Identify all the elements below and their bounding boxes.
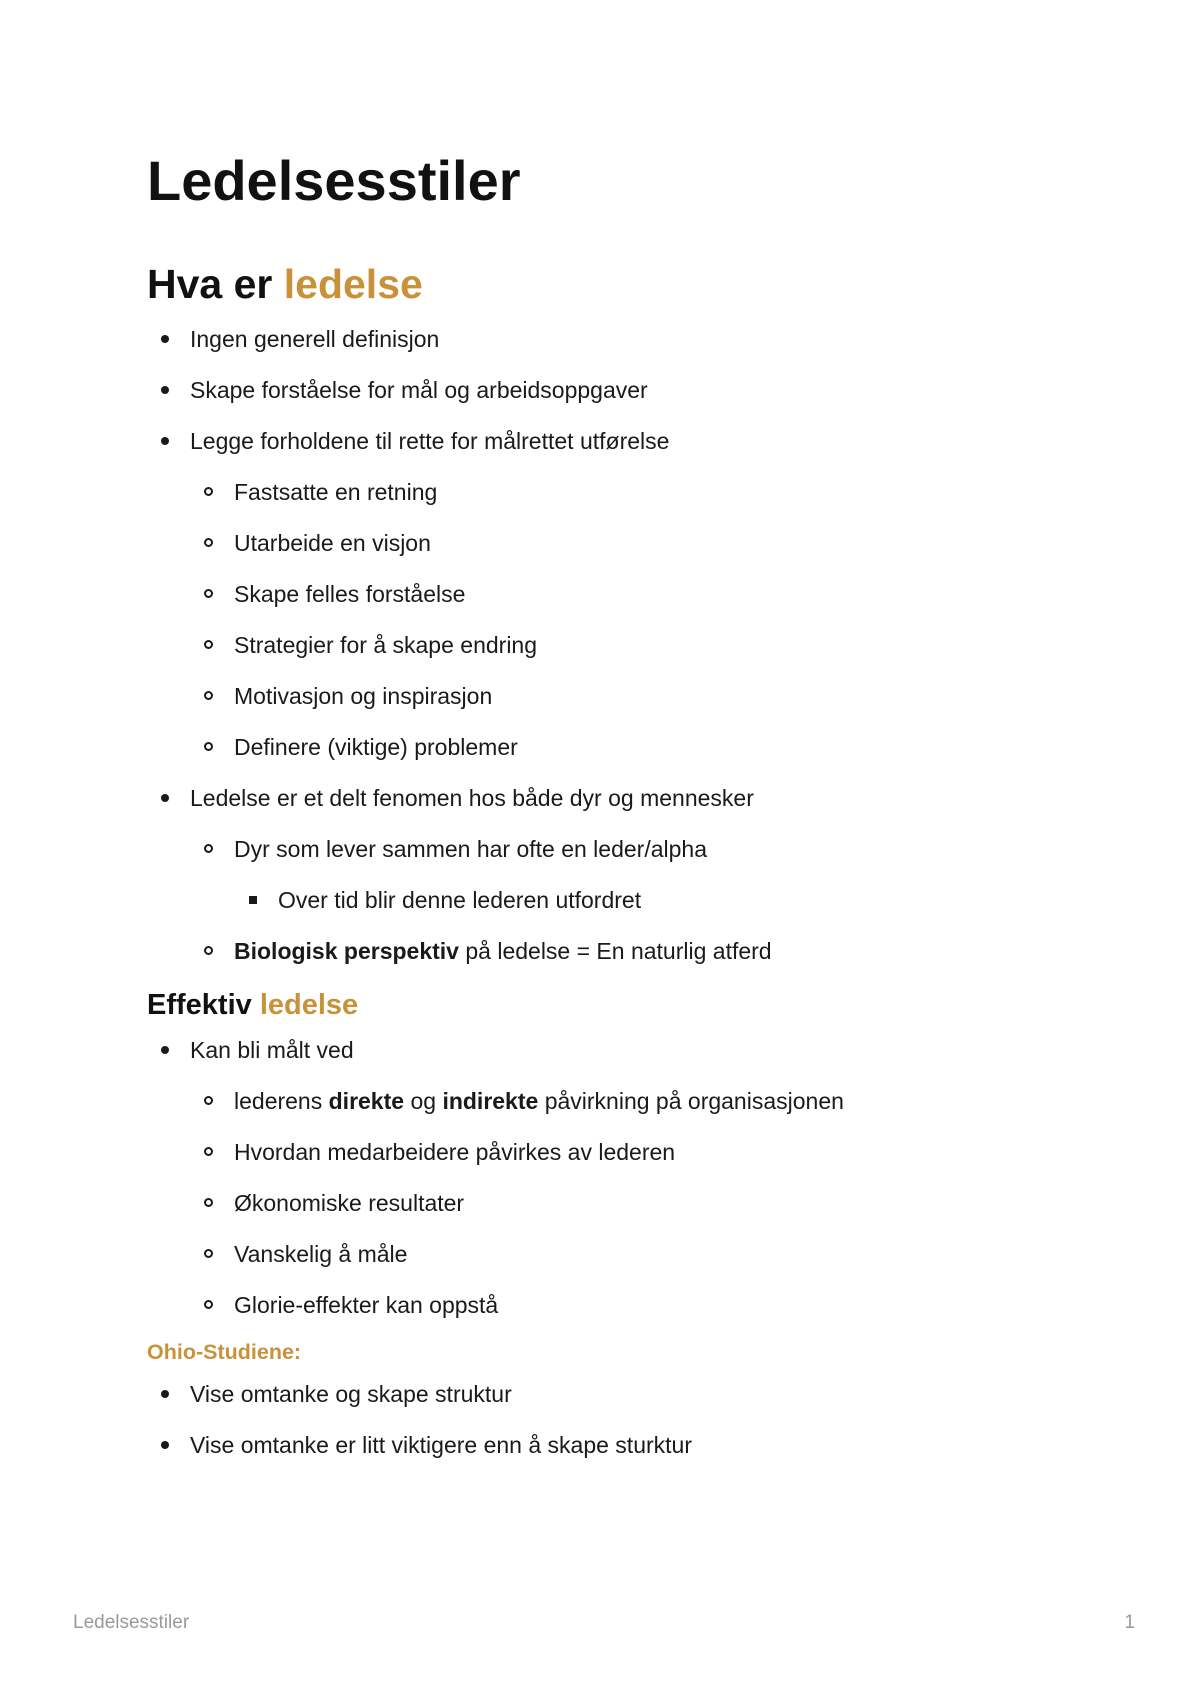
list-item-text: Kan bli målt ved xyxy=(190,1037,354,1063)
list-item xyxy=(147,731,1107,763)
list-item-text: Vanskelig å måle xyxy=(234,1241,408,1267)
bullet-list xyxy=(147,1034,1107,1321)
list-item xyxy=(147,1187,1107,1219)
list-item-text: Motivasjon og inspirasjon xyxy=(234,683,493,709)
list-item xyxy=(147,476,1107,508)
list-item xyxy=(147,374,1107,406)
bullet-dot-icon xyxy=(161,1441,169,1449)
bullet-circle-icon xyxy=(204,1198,213,1207)
list-item-text: Dyr som lever sammen har ofte en leder/alpha xyxy=(234,836,707,862)
bold-term: indirekte xyxy=(442,1088,539,1114)
list-item xyxy=(147,782,1107,967)
list-item-text: Legge forholdene til rette for målrettet utførelse xyxy=(190,428,670,454)
list-item xyxy=(147,935,1107,967)
bullet-circle-icon xyxy=(204,487,213,496)
list-item-text: på ledelse = En naturlig atferd xyxy=(458,938,772,964)
list-item xyxy=(147,527,1107,559)
bullet-circle-icon xyxy=(204,691,213,700)
list-item xyxy=(147,1378,1107,1410)
bold-term: Biologisk perspektiv xyxy=(234,938,459,964)
bold-term: direkte xyxy=(328,1088,405,1114)
list-item-text: Glorie-effekter kan oppstå xyxy=(234,1292,499,1318)
heading-accent-text: ledelse xyxy=(283,261,423,307)
list-item xyxy=(147,833,1107,916)
list-item-text: Vise omtanke er litt viktigere enn å skape sturktur xyxy=(190,1432,692,1458)
bullet-dot-icon xyxy=(161,386,169,394)
list-item xyxy=(147,1289,1107,1321)
bullet-circle-icon xyxy=(204,844,213,853)
list-item-text: Ingen generell definisjon xyxy=(190,326,440,352)
subheading-ohio-studiene: Ohio-Studiene: xyxy=(147,1340,302,1364)
bullet-list xyxy=(147,1378,1107,1461)
bullet-circle-icon xyxy=(204,1300,213,1309)
list-item-text: påvirkning på organisasjonen xyxy=(538,1088,844,1114)
bullet-circle-icon xyxy=(204,1147,213,1156)
heading-accent-text: ledelse xyxy=(259,989,359,1021)
list-item-text: Fastsatte en retning xyxy=(234,479,438,505)
footer-page-number: 1 xyxy=(1124,1612,1135,1633)
bullet-dot-icon xyxy=(161,437,169,445)
bullet-circle-icon xyxy=(204,538,213,547)
list-item-text: Utarbeide en visjon xyxy=(234,530,431,556)
bullet-circle-icon xyxy=(204,640,213,649)
list-item xyxy=(147,1429,1107,1461)
bullet-dot-icon xyxy=(161,794,169,802)
list-item-text: Hvordan medarbeidere påvirkes av lederen xyxy=(234,1139,676,1165)
bullet-list xyxy=(147,323,1107,967)
list-item xyxy=(147,323,1107,355)
list-item-text: lederens xyxy=(234,1088,329,1114)
bullet-circle-icon xyxy=(204,742,213,751)
list-item-text: Strategier for å skape endring xyxy=(234,632,538,658)
footer-document-title: Ledelsesstiler xyxy=(73,1612,190,1633)
list-item xyxy=(147,1034,1107,1321)
nested-bullet-list xyxy=(147,476,1107,763)
list-item xyxy=(147,1136,1107,1168)
bullet-circle-icon xyxy=(204,1249,213,1258)
list-item-text: Skape felles forståelse xyxy=(234,581,466,607)
list-item-text: og xyxy=(404,1088,443,1114)
bullet-square-icon xyxy=(249,896,257,904)
section-heading-effektiv-ledelse xyxy=(147,986,1107,1024)
document-content xyxy=(147,145,1107,1480)
section-heading-hva-er-ledelse xyxy=(147,259,1107,309)
heading-plain-text: Effektiv xyxy=(147,989,260,1021)
nested-bullet-list xyxy=(147,884,1107,916)
list-item-text: Vise omtanke og skape struktur xyxy=(190,1381,512,1407)
list-item-text: Skape forståelse for mål og arbeidsoppgaver xyxy=(190,377,648,403)
bullet-circle-icon xyxy=(204,589,213,598)
bullet-circle-icon xyxy=(204,946,213,955)
heading-plain-text: Hva er xyxy=(147,261,284,307)
list-item-text: Ledelse er et delt fenomen hos både dyr og mennesker xyxy=(190,785,754,811)
nested-bullet-list xyxy=(147,1085,1107,1321)
list-item xyxy=(147,680,1107,712)
list-item-text: Økonomiske resultater xyxy=(234,1190,465,1216)
list-item-text: Over tid blir denne lederen utfordret xyxy=(278,887,642,913)
bullet-dot-icon xyxy=(161,1046,169,1054)
bullet-dot-icon xyxy=(161,1390,169,1398)
list-item-text: Definere (viktige) problemer xyxy=(234,734,518,760)
list-item xyxy=(147,629,1107,661)
list-item xyxy=(147,1085,1107,1117)
list-item xyxy=(147,578,1107,610)
page-title: Ledelsesstiler xyxy=(147,149,521,212)
nested-bullet-list xyxy=(147,833,1107,967)
list-item xyxy=(147,1238,1107,1270)
list-item xyxy=(147,425,1107,763)
bullet-dot-icon xyxy=(161,335,169,343)
list-item xyxy=(147,884,1107,916)
bullet-circle-icon xyxy=(204,1096,213,1105)
